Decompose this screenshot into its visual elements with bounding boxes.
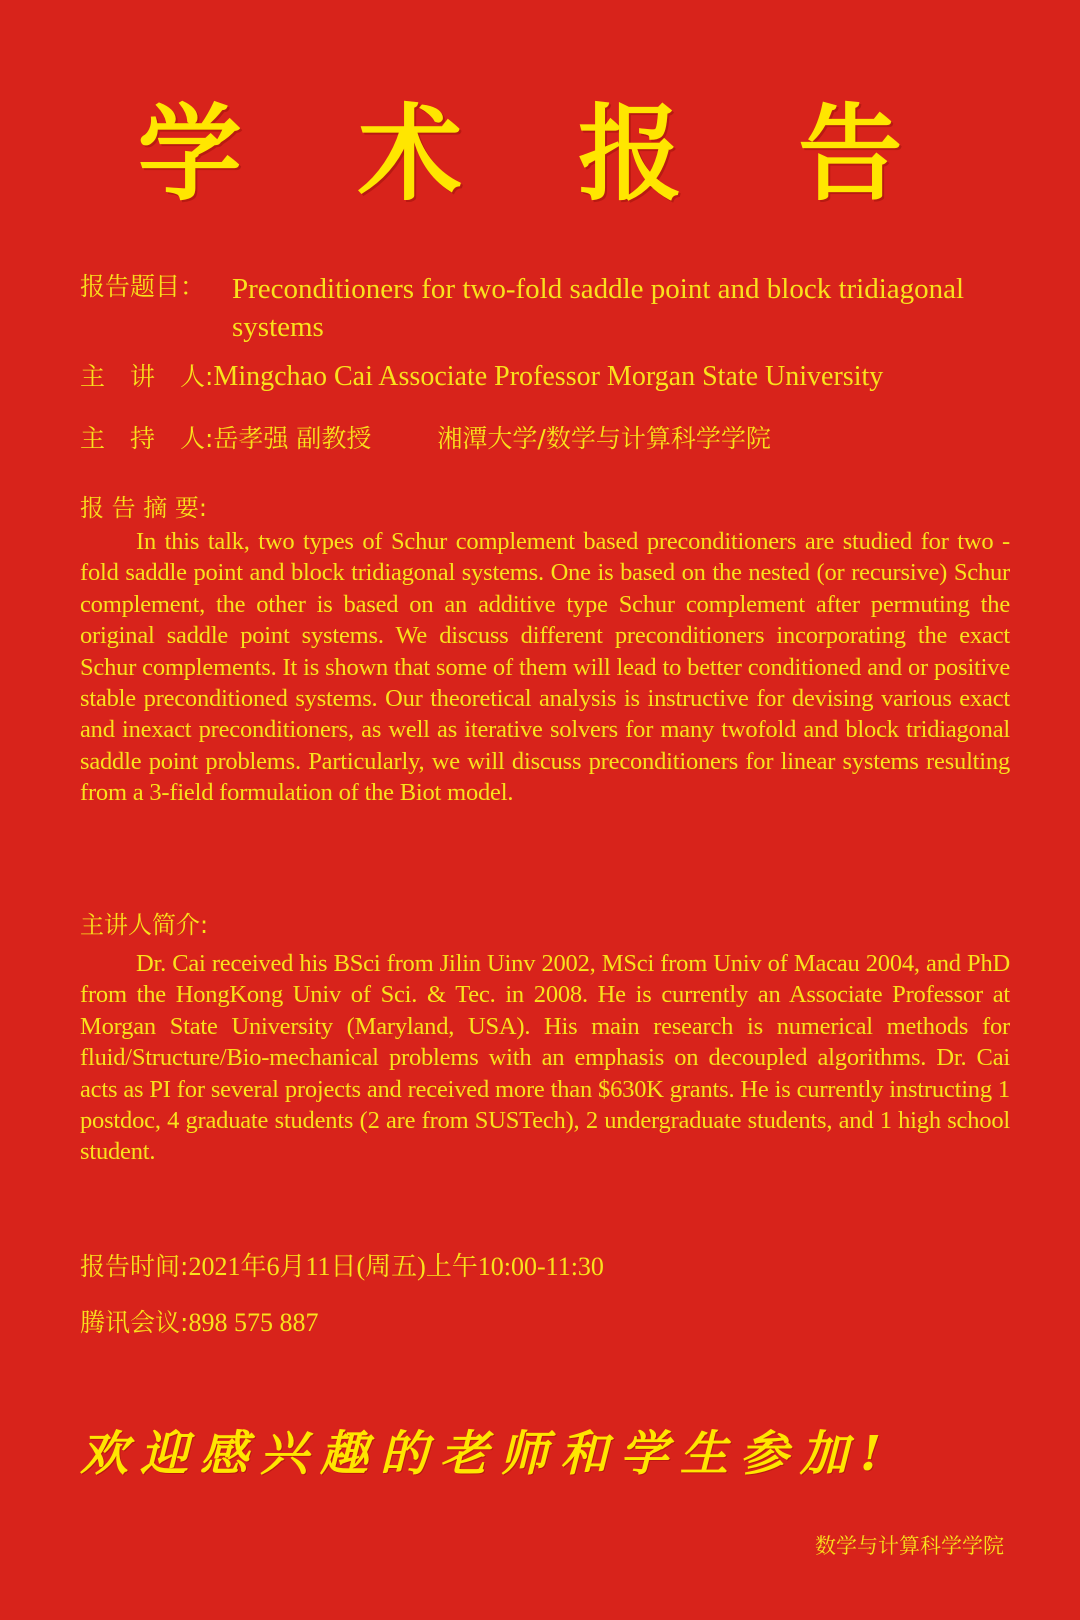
topic-value: Preconditioners for two-fold saddle point and block tridiagonal systems [232,273,965,343]
topic-label: 报告题目： [80,272,206,301]
meeting-id: 898 575 887 [188,1308,319,1337]
time-value: 2021年6月11日(周五)上午10:00-11:30 [188,1252,604,1281]
footer-department: 数学与计算科学学院 [815,1534,1004,1558]
host-name: 岳孝强 副教授 [213,424,372,453]
abstract-heading: 报 告 摘 要: [80,494,207,522]
time-row [80,1250,604,1284]
bio-heading: 主讲人简介: [80,911,209,939]
bio-text: Dr. Cai received his BSci from Jilin Uinv 2002, MSci from Univ of Macau 2004, and PhD from the HongKong Univ of Sci. & Tec. in 2008. He is currently an Associate Professor at Morgan State University (Maryland, USA). His main research is numerical methods for fluid/Structure/Bio-mechanical problems with an emphasis on decoupled algorithms. Dr. Cai acts as PI for several projects and received more than $630K grants. He is currently instructing 1 postdoc, 4 graduate students (2 are from SUSTech), 2 undergraduate students, and 1 high school student. [80,950,1010,1166]
speaker-value: Mingchao Cai Associate Professor Morgan State University [213,361,884,392]
poster-title: 学 术 报 告 [137,92,943,215]
time-label: 报告时间: [80,1252,189,1281]
meeting-row [80,1306,318,1340]
speaker-row [80,360,1020,394]
host-affiliation: 湘潭大学/数学与计算科学学院 [437,424,771,453]
welcome-banner: 欢迎感兴趣的老师和学生参加! [80,1426,894,1482]
speaker-label: 主 讲 人: [80,362,214,391]
meeting-label: 腾讯会议: [80,1308,189,1337]
abstract-text: In this talk, two types of Schur complement based preconditioners are studied for two - fold saddle point and block tridiagonal systems. One is based on the nested (or recursive) Schur complement, the other is based on an additive type Schur complement after permuting the original saddle point systems. We discuss different preconditioners incorporating the exact Schur complements. It is shown that some of them will lead to better conditioned and or positive stable preconditioned systems. Our theoretical analysis is instructive for devising various exact and inexact preconditioners, as well as iterative solvers for many twofold and block tridiagonal saddle point problems. Particularly, we will discuss preconditioners for linear systems resulting from a 3-field formulation of the Biot model. [80,528,1010,807]
host-row [80,422,1020,456]
host-label: 主 持 人: [80,424,214,453]
topic-row [80,270,1000,346]
